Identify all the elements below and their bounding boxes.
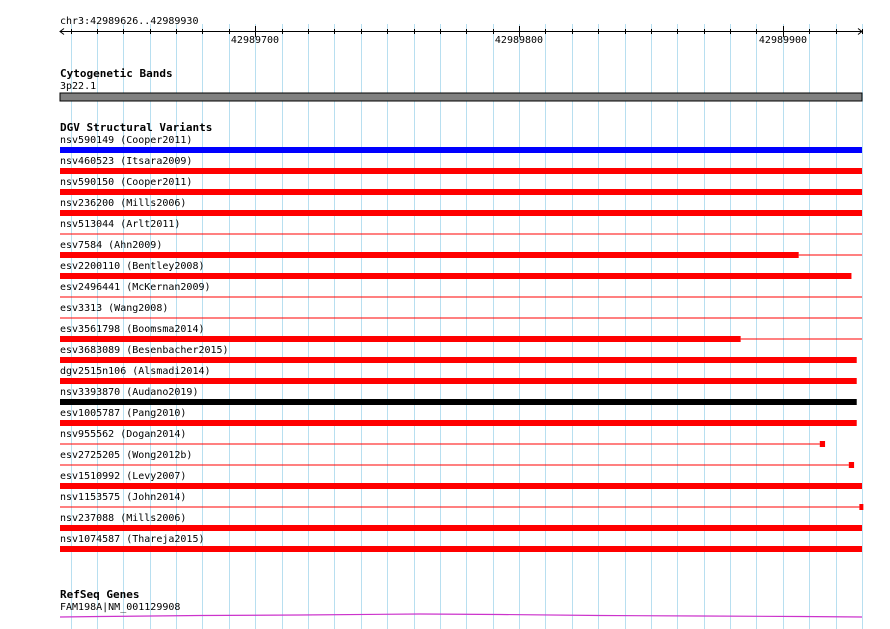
dgv-feature-bar[interactable] bbox=[60, 378, 857, 384]
dgv-feature-bar[interactable] bbox=[60, 210, 862, 216]
ruler-tick-label: 42989800 bbox=[494, 35, 544, 46]
dgv-feature-bar[interactable] bbox=[60, 147, 862, 153]
dgv-feature-bar[interactable] bbox=[60, 357, 857, 363]
dgv-feature-bar[interactable] bbox=[60, 336, 741, 342]
dgv-feature-label[interactable]: esv7584 (Ahn2009) bbox=[60, 240, 163, 251]
dgv-feature-bar[interactable] bbox=[859, 504, 863, 510]
dgv-feature-line[interactable] bbox=[741, 339, 862, 340]
dgv-feature-bar[interactable] bbox=[60, 420, 857, 426]
dgv-feature-label[interactable]: nsv590150 (Cooper2011) bbox=[60, 177, 193, 188]
dgv-feature-label[interactable]: esv3561798 (Boomsma2014) bbox=[60, 324, 205, 335]
dgv-feature-label[interactable]: esv2725205 (Wong2012b) bbox=[60, 450, 193, 461]
dgv-feature-label[interactable]: dgv2515n106 (Alsmadi2014) bbox=[60, 366, 211, 377]
dgv-feature-bar[interactable] bbox=[60, 399, 857, 405]
ruler-tick-label: 42989900 bbox=[758, 35, 808, 46]
cytoband-track-title[interactable]: Cytogenetic Bands bbox=[60, 67, 173, 80]
dgv-feature-label[interactable]: nsv1074587 (Thareja2015) bbox=[60, 534, 205, 545]
dgv-feature-bar[interactable] bbox=[820, 441, 825, 447]
dgv-feature-label[interactable]: nsv590149 (Cooper2011) bbox=[60, 135, 193, 146]
dgv-feature-label[interactable]: nsv1153575 (John2014) bbox=[60, 492, 187, 503]
dgv-feature-label[interactable]: esv3683089 (Besenbacher2015) bbox=[60, 345, 229, 356]
cytoband-bar[interactable] bbox=[60, 93, 862, 101]
dgv-feature-line[interactable] bbox=[60, 234, 862, 235]
dgv-feature-label[interactable]: nsv955562 (Dogan2014) bbox=[60, 429, 187, 440]
dgv-feature-bar[interactable] bbox=[60, 546, 862, 552]
dgv-feature-line[interactable] bbox=[799, 255, 862, 256]
dgv-feature-bar[interactable] bbox=[60, 483, 862, 489]
dgv-feature-bar[interactable] bbox=[60, 189, 862, 195]
dgv-feature-label[interactable]: esv3313 (Wang2008) bbox=[60, 303, 169, 314]
dgv-feature-label[interactable]: nsv237088 (Mills2006) bbox=[60, 513, 187, 524]
dgv-feature-line[interactable] bbox=[60, 444, 820, 445]
refseq-gene-label[interactable]: FAM198A|NM_001129908 bbox=[60, 602, 181, 613]
dgv-feature-bar[interactable] bbox=[60, 273, 851, 279]
dgv-feature-bar[interactable] bbox=[60, 168, 862, 174]
dgv-feature-line[interactable] bbox=[60, 507, 859, 508]
dgv-feature-label[interactable]: esv1510992 (Levy2007) bbox=[60, 471, 187, 482]
cytoband-label[interactable]: 3p22.1 bbox=[60, 81, 97, 92]
refseq-track-title[interactable]: RefSeq Genes bbox=[60, 588, 140, 601]
dgv-feature-bar[interactable] bbox=[60, 525, 862, 531]
dgv-feature-label[interactable]: nsv236200 (Mills2006) bbox=[60, 198, 187, 209]
location-label: chr3:42989626..42989930 bbox=[60, 16, 199, 27]
dgv-feature-label[interactable]: nsv3393870 (Audano2019) bbox=[60, 387, 199, 398]
dgv-feature-line[interactable] bbox=[60, 318, 862, 319]
dgv-feature-bar[interactable] bbox=[849, 462, 854, 468]
refseq-gene-glyph[interactable] bbox=[60, 614, 862, 617]
dgv-track-title[interactable]: DGV Structural Variants bbox=[60, 121, 213, 134]
dgv-feature-bar[interactable] bbox=[60, 252, 799, 258]
dgv-feature-line[interactable] bbox=[60, 297, 862, 298]
dgv-feature-label[interactable]: esv2496441 (McKernan2009) bbox=[60, 282, 211, 293]
dgv-feature-label[interactable]: nsv460523 (Itsara2009) bbox=[60, 156, 193, 167]
dgv-feature-label[interactable]: esv2200110 (Bentley2008) bbox=[60, 261, 205, 272]
dgv-feature-label[interactable]: esv1005787 (Pang2010) bbox=[60, 408, 187, 419]
ruler-tick-label: 42989700 bbox=[230, 35, 280, 46]
dgv-feature-line[interactable] bbox=[60, 465, 849, 466]
dgv-feature-label[interactable]: nsv513044 (Arlt2011) bbox=[60, 219, 181, 230]
